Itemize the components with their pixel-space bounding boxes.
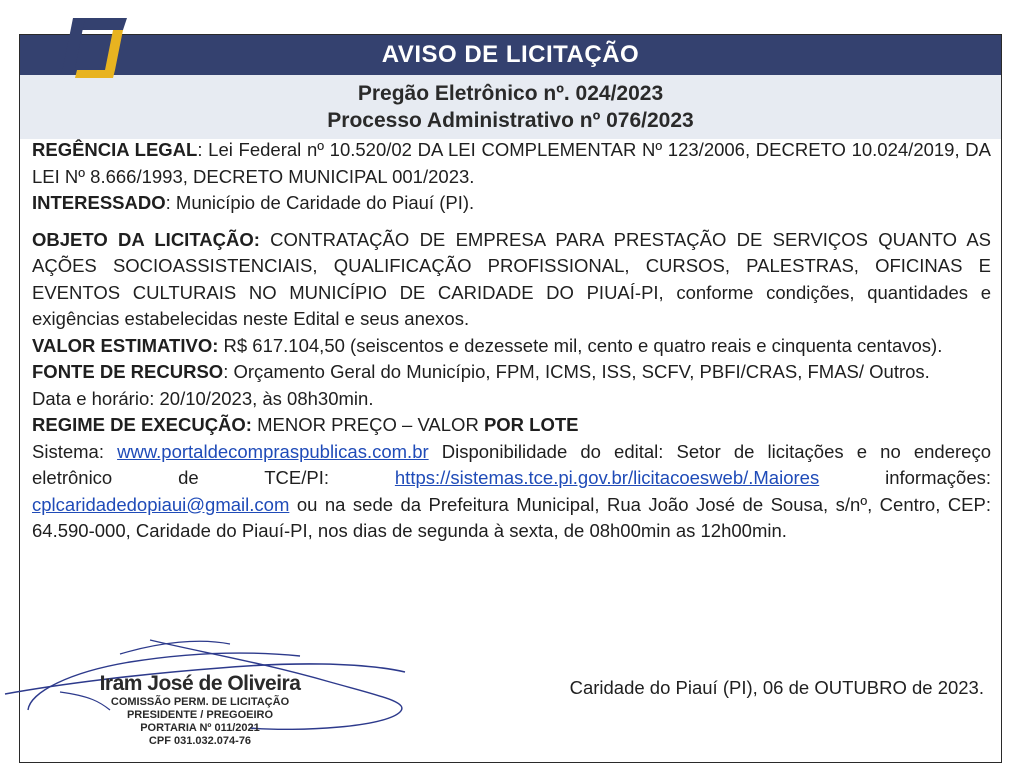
valor-text: R$ 617.104,50 (seiscentos e dezessete mil, cento e quatro reais e cinquenta centavos). (218, 334, 943, 356)
signer-name: Iram José de Oliveira (99, 672, 301, 695)
interessado-text: : Município de Caridade do Piauí (PI). (165, 192, 475, 213)
regime-bold: POR LOTE (483, 414, 579, 435)
valor-paragraph (32, 333, 991, 360)
fonte-paragraph (32, 359, 991, 386)
fonte-label: FONTE DE RECURSO (32, 361, 224, 382)
regime-label: REGIME DE EXECUÇÃO: (32, 414, 252, 435)
sistema-prefix: Sistema: (32, 440, 118, 462)
email-link[interactable]: cplcaridadedopiaui@gmail.com (32, 493, 290, 515)
signer-role: PRESIDENTE / PREGOEIRO (126, 709, 274, 721)
signer-commission: COMISSÃO PERM. DE LICITAÇÃO (110, 696, 290, 708)
interessado-label: INTERESSADO (32, 192, 166, 213)
objeto-paragraph (32, 227, 991, 333)
processo-number: Processo Administrativo nº 076/2023 (327, 109, 694, 132)
sistema-mid: Disponibilidade do edital: Setor de licitações e no endereço eletrônico de TCE/PI: (32, 440, 991, 488)
notice-body (32, 137, 991, 545)
regencia-text: : Lei Federal nº 10.520/02 DA LEI COMPLEMENTAR Nº 123/2006, DECRETO 10.024/2019, DA LEI Nº 8.666/1993, DECRETO MUNICIPAL 001/2023. (32, 139, 991, 187)
regime-text: MENOR PREÇO – VALOR (251, 414, 484, 435)
interessado-paragraph (32, 190, 991, 217)
signature-block (82, 672, 318, 748)
regencia-paragraph (32, 137, 991, 190)
fonte-text: : Orçamento Geral do Município, FPM, ICMS, ISS, SCFV, PBFI/CRAS, FMAS/ Outros. (223, 361, 930, 382)
data-horario: Data e horário: 20/10/2023, às 08h30min. (32, 387, 374, 409)
regime-paragraph (32, 412, 991, 439)
pregao-number: Pregão Eletrônico nº. 024/2023 (357, 82, 664, 105)
page-title: AVISO DE LICITAÇÃO (381, 41, 640, 68)
objeto-text: CONTRATAÇÃO DE EMPRESA PARA PRESTAÇÃO DE SERVIÇOS QUANTO AS AÇÕES SOCIOASSISTENCIAIS, QUALIFICAÇÃO PROFISSIONAL, CURSOS, PALESTRAS, OFICINAS E EVENTOS CULTURAIS NO MUNICÍPIO DE CARIDADE DO PIUAÍ-PI, conforme condições, quantidades e exigências estabelecidas neste Edital e seus anexos. (32, 228, 991, 329)
info-prefix: informações: (819, 467, 991, 488)
regencia-label: REGÊNCIA LEGAL (32, 139, 198, 160)
signer-cpf: CPF 031.032.074-76 (148, 735, 252, 747)
sistema-paragraph (32, 439, 991, 545)
date-place: Caridade do Piauí (PI), 06 de OUTUBRO de 2023. (569, 677, 984, 698)
signer-portaria: PORTARIA Nº 011/2021 (140, 722, 260, 734)
objeto-label: OBJETO DA LICITAÇÃO: (32, 228, 260, 250)
valor-label: VALOR ESTIMATIVO: (32, 334, 219, 356)
tce-link[interactable]: https://sistemas.tce.pi.gov.br/licitacoesweb/.Maiores (394, 467, 820, 488)
portal-link[interactable]: www.portaldecompraspublicas.com.br (117, 440, 429, 462)
sistema-suffix: ou na sede da Prefeitura Municipal, Rua João José de Sousa, s/nº, Centro, CEP: 64.590-000, Caridade do Piauí-PI, nos dias de segunda à sexta, de 08h00min as 12h00min. (32, 493, 991, 541)
